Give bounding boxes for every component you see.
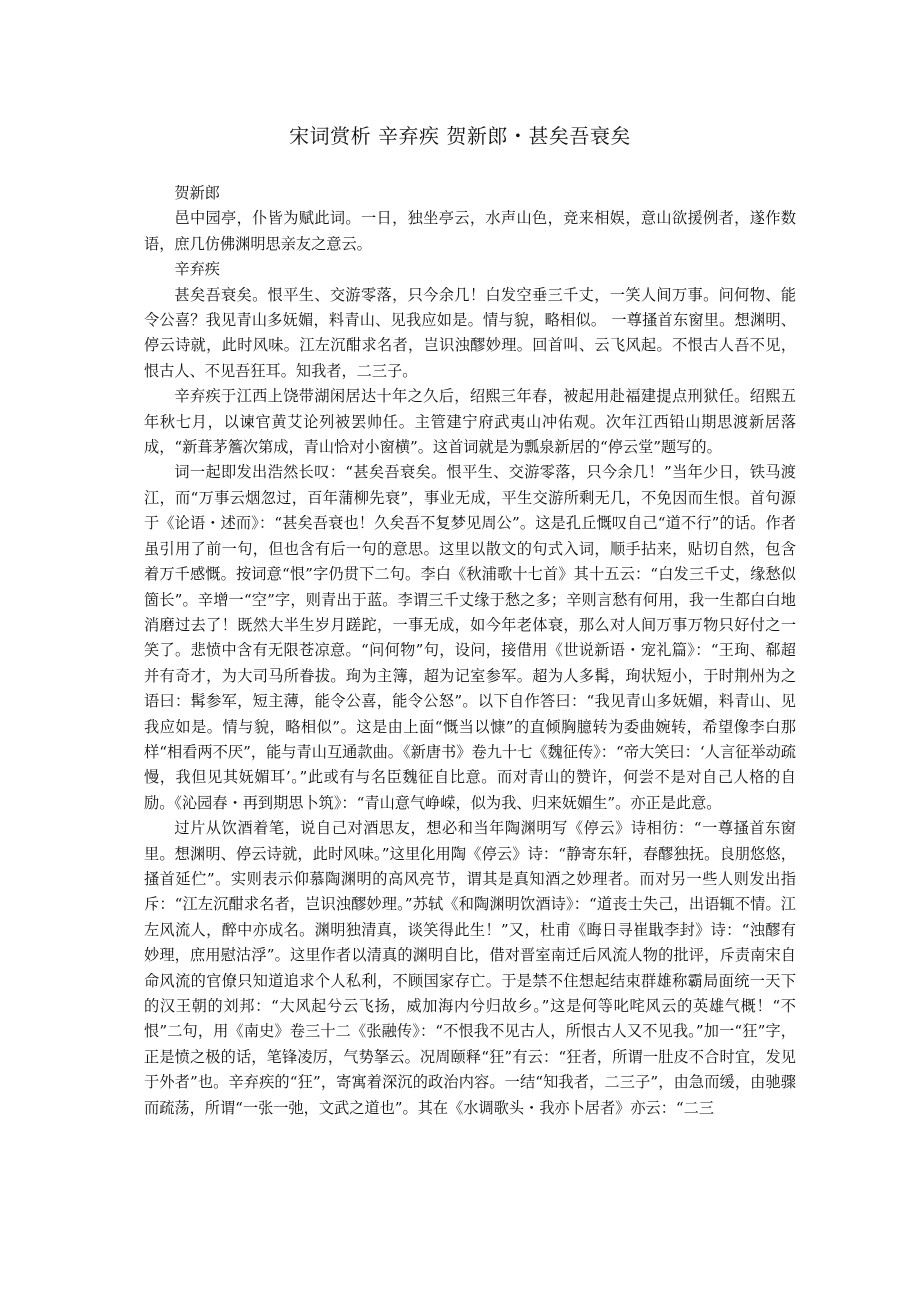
analysis-paragraph: 辛弃疾于江西上饶带湖闲居达十年之久后，绍熙三年春，被起用赴福建提点刑狱任。绍熙五年秋七月，以谏官黄艾论列被罢帅任。主管建宁府武夷山冲佑观。次年江西铅山期思渡新居落成，“新葺茅簷次第成，青山恰对小窗横”。这首词就是为瓢泉新居的“停云堂”题写的。 xyxy=(144,387,796,457)
analysis-paragraph: 词一起即发出浩然长叹：“甚矣吾衰矣。恨平生、交游零落，只今余几！”当年少日，铁马渡江，而“万事云烟忽过，百年蒲柳先衰”，事业无成，平生交游所剩无几，不免因而生恨。首句源于《论语・述而》：“甚矣吾衰也！久矣吾不复梦见周公”。这是孔丘慨叹自己“道不行”的话。作者虽引用了前一句，但也含有后一句的意思。这里以散文的句式入词，顺手拈来，贴切自然，包含着万千感慨。按词意“恨”字仍贯下二句。李白《秋浦歌十七首》其十五云：“白发三千丈，缘愁似箇长”。辛增一“空”字，则青出于蓝。李谓三千丈缘于愁之多；辛则言愁有何用，我一生都白白地消磨过去了！既然大半生岁月蹉跎，一事无成，如今年老体衰，那么对人间万事万物只好付之一笑了。悲愤中含有无限苍凉意。“问何物”句，设问，接借用《世说新语・宠礼篇》：“王珣、郗超并有奇才，为大司马所眷拔。珣为主簿，超为记室参军。超为人多髯，珣状短小，于时荆州为之语曰：髯参军，短主薄，能令公喜，能令公怒”。以下自作答曰：“我见青山多妩媚，料青山、见我应如是。情与貌，略相似”。这是由上面“慨当以慷”的直倾胸臆转为委曲婉转，希望像李白那样“相看两不厌”，能与青山互通款曲。《新唐书》卷九十七《魏征传》：“帝大笑曰：‘人言征举动疏慢，我但见其妩媚耳’。”此或有与名臣魏征自比意。而对青山的赞许，何尝不是对自己人格的自励。《沁园春・再到期思卜筑》：“青山意气峥嵘，似为我、归来妩媚生”。亦正是此意。 xyxy=(144,463,796,812)
cipai-label: 贺新郎 xyxy=(174,184,220,202)
poem-text: 甚矣吾衰矣。恨平生、交游零落，只今余几！白发空垂三千丈，一笑人间万事。问何物、能令公喜？我见青山多妩媚，料青山、见我应如是。情与貌，略相似。 一尊搔首东窗里。想渊明、停云诗就，此时风味。江左沉酣求名者，岂识浊醪妙理。回首叫、云飞风起。不恨古人吾不见，恨古人、不见吾狂耳。知我者，二三子。 xyxy=(144,285,796,380)
author-label: 辛弃疾 xyxy=(174,260,220,279)
analysis-paragraph: 过片从饮酒着笔，说自己对酒思友，想必和当年陶渊明写《停云》诗相彷：“一尊搔首东窗里。想渊明、停云诗就，此时风味。”这里化用陶《停云》诗：“静寄东轩，春醪独抚。良朋悠悠，搔首延伫”。实则表示仰慕陶渊明的高风亮节，谓其是真知酒之妙理者。而对另一些人则发出指斥：“江左沉酣求名者，岂识浊醪妙理。”苏轼《和陶渊明饮酒诗》：“道丧士失己，出语辄不情。江左风流人，醉中亦成名。渊明独清真，谈笑得此生！”又，杜甫《晦日寻崔戢李封》诗：“浊醪有妙理，庶用慰沽浮”。这里作者以清真的渊明自比，借对晋室南迁后风流人物的批评，斥责南宋自命风流的官僚只知道追求个人私利，不顾国家存亡。于是禁不住想起结束群雄称霸局面统一天下的汉王朝的刘邦：“大风起兮云飞扬，威加海内兮归故乡。”这是何等叱咤风云的英雄气概！“不恨”二句，用《南史》卷三十二《张融传》：“不恨我不见古人，所恨古人又不见我。”加一“狂”字，正是愤之极的话，笔锋凌厉，气势拏云。况周颐释“狂”有云：“狂者，所谓一肚皮不合时宜，发见于外者”也。辛弃疾的“狂”，寄寓着深沉的政治内容。一结“知我者，二三子”，由急而缓，由驰骤而疏荡，所谓“一张一弛，文武之道也”。其在《水调歌头・我亦卜居者》亦云：“二三 xyxy=(144,819,796,1117)
preface-paragraph: 邑中园亭，仆皆为赋此词。一日，独坐亭云，水声山色，竞来相娱，意山欲援例者，遂作数语，庶几仿佛渊明思亲友之意云。 xyxy=(144,209,796,253)
article-body xyxy=(144,181,796,1121)
page-title: 宋词赏析 辛弃疾 贺新郎・甚矣吾衰矣 xyxy=(289,124,631,148)
